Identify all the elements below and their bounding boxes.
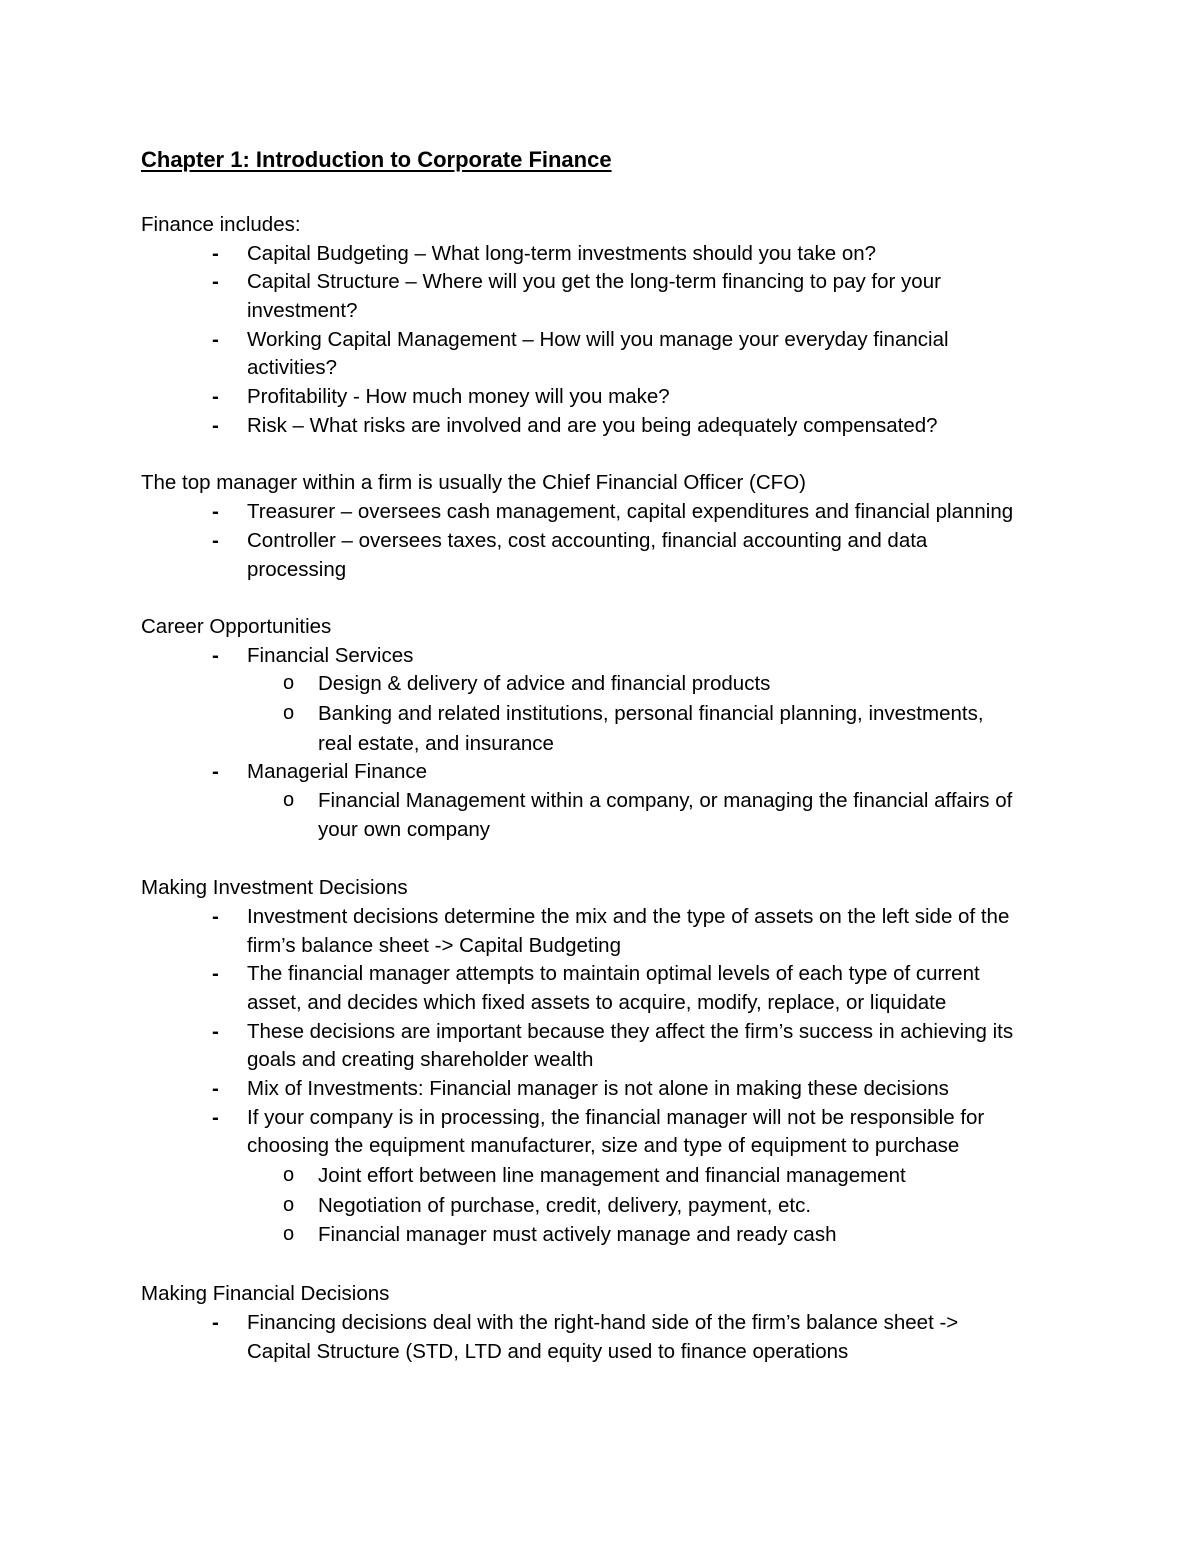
- list-item-text: Financial Services: [247, 644, 414, 667]
- dash-bullet: -: [212, 1077, 219, 1100]
- list-item-text: activities?: [247, 356, 338, 379]
- list-item-text: investment?: [247, 299, 358, 322]
- list-item-text: Treasurer – oversees cash management, capital expenditures and financial planning: [247, 500, 1014, 523]
- dash-bullet: -: [212, 905, 219, 928]
- dash-bullet: -: [212, 1020, 219, 1043]
- list-item-text: processing: [247, 558, 347, 581]
- dash-bullet: -: [212, 529, 219, 552]
- list-item-text: Capital Budgeting – What long-term investments should you take on?: [247, 242, 877, 265]
- circle-bullet: o: [283, 702, 295, 724]
- dash-bullet: -: [212, 500, 219, 523]
- dash-bullet: -: [212, 385, 219, 408]
- list-item-text: firm’s balance sheet -> Capital Budgeting: [247, 934, 621, 957]
- list-item-text: Controller – oversees taxes, cost accounting, financial accounting and data: [247, 529, 928, 552]
- list-item-text: choosing the equipment manufacturer, size and type of equipment to purchase: [247, 1134, 960, 1157]
- list-item-text: your own company: [318, 818, 491, 841]
- circle-bullet: o: [283, 1223, 295, 1245]
- list-item-text: Risk – What risks are involved and are you being adequately compensated?: [247, 414, 938, 437]
- list-item-text: Managerial Finance: [247, 760, 428, 783]
- dash-bullet: -: [212, 414, 219, 437]
- list-item-text: These decisions are important because they affect the firm’s success in achieving its: [247, 1020, 1014, 1043]
- circle-bullet: o: [283, 672, 295, 694]
- list-item-text: If your company is in processing, the financial manager will not be responsible for: [247, 1106, 985, 1129]
- list-item-text: Capital Structure – Where will you get the long-term financing to pay for your: [247, 270, 941, 293]
- list-item-text: Capital Structure (STD, LTD and equity used to finance operations: [247, 1340, 849, 1363]
- list-item-text: Negotiation of purchase, credit, delivery, payment, etc.: [318, 1194, 812, 1217]
- list-item-text: real estate, and insurance: [318, 732, 554, 755]
- page-title: Chapter 1: Introduction to Corporate Finance: [141, 147, 612, 172]
- list-item-text: Joint effort between line management and financial management: [318, 1164, 906, 1187]
- list-item-text: The financial manager attempts to maintain optimal levels of each type of current: [247, 962, 980, 985]
- list-item-text: Financial Management within a company, or managing the financial affairs of: [318, 789, 1013, 812]
- dash-bullet: -: [212, 328, 219, 351]
- list-item-text: Working Capital Management – How will you manage your everyday financial: [247, 328, 949, 351]
- dash-bullet: -: [212, 1106, 219, 1129]
- list-item-text: Banking and related institutions, personal financial planning, investments,: [318, 702, 984, 725]
- list-item-text: Design & delivery of advice and financial products: [318, 672, 771, 695]
- list-item-text: Financing decisions deal with the right-hand side of the firm’s balance sheet ->: [247, 1311, 959, 1334]
- list-item-text: asset, and decides which fixed assets to acquire, modify, replace, or liquidate: [247, 991, 947, 1014]
- list-item-text: Financial manager must actively manage and ready cash: [318, 1223, 837, 1246]
- dash-bullet: -: [212, 962, 219, 985]
- section-heading-investment-decisions: Making Investment Decisions: [141, 876, 408, 899]
- section-heading-cfo: The top manager within a firm is usually the Chief Financial Officer (CFO): [141, 471, 806, 494]
- section-heading-finance-includes: Finance includes:: [141, 213, 301, 236]
- list-item-text: Profitability - How much money will you make?: [247, 385, 670, 408]
- list-item-text: Mix of Investments: Financial manager is not alone in making these decisions: [247, 1077, 949, 1100]
- section-heading-career-opportunities: Career Opportunities: [141, 615, 332, 638]
- list-item-text: Investment decisions determine the mix and the type of assets on the left side of the: [247, 905, 1010, 928]
- section-heading-financial-decisions: Making Financial Decisions: [141, 1282, 390, 1305]
- circle-bullet: o: [283, 1194, 295, 1216]
- dash-bullet: -: [212, 242, 219, 265]
- dash-bullet: -: [212, 644, 219, 667]
- circle-bullet: o: [283, 1164, 295, 1186]
- dash-bullet: -: [212, 760, 219, 783]
- dash-bullet: -: [212, 270, 219, 293]
- list-item-text: goals and creating shareholder wealth: [247, 1048, 594, 1071]
- dash-bullet: -: [212, 1311, 219, 1334]
- circle-bullet: o: [283, 789, 295, 811]
